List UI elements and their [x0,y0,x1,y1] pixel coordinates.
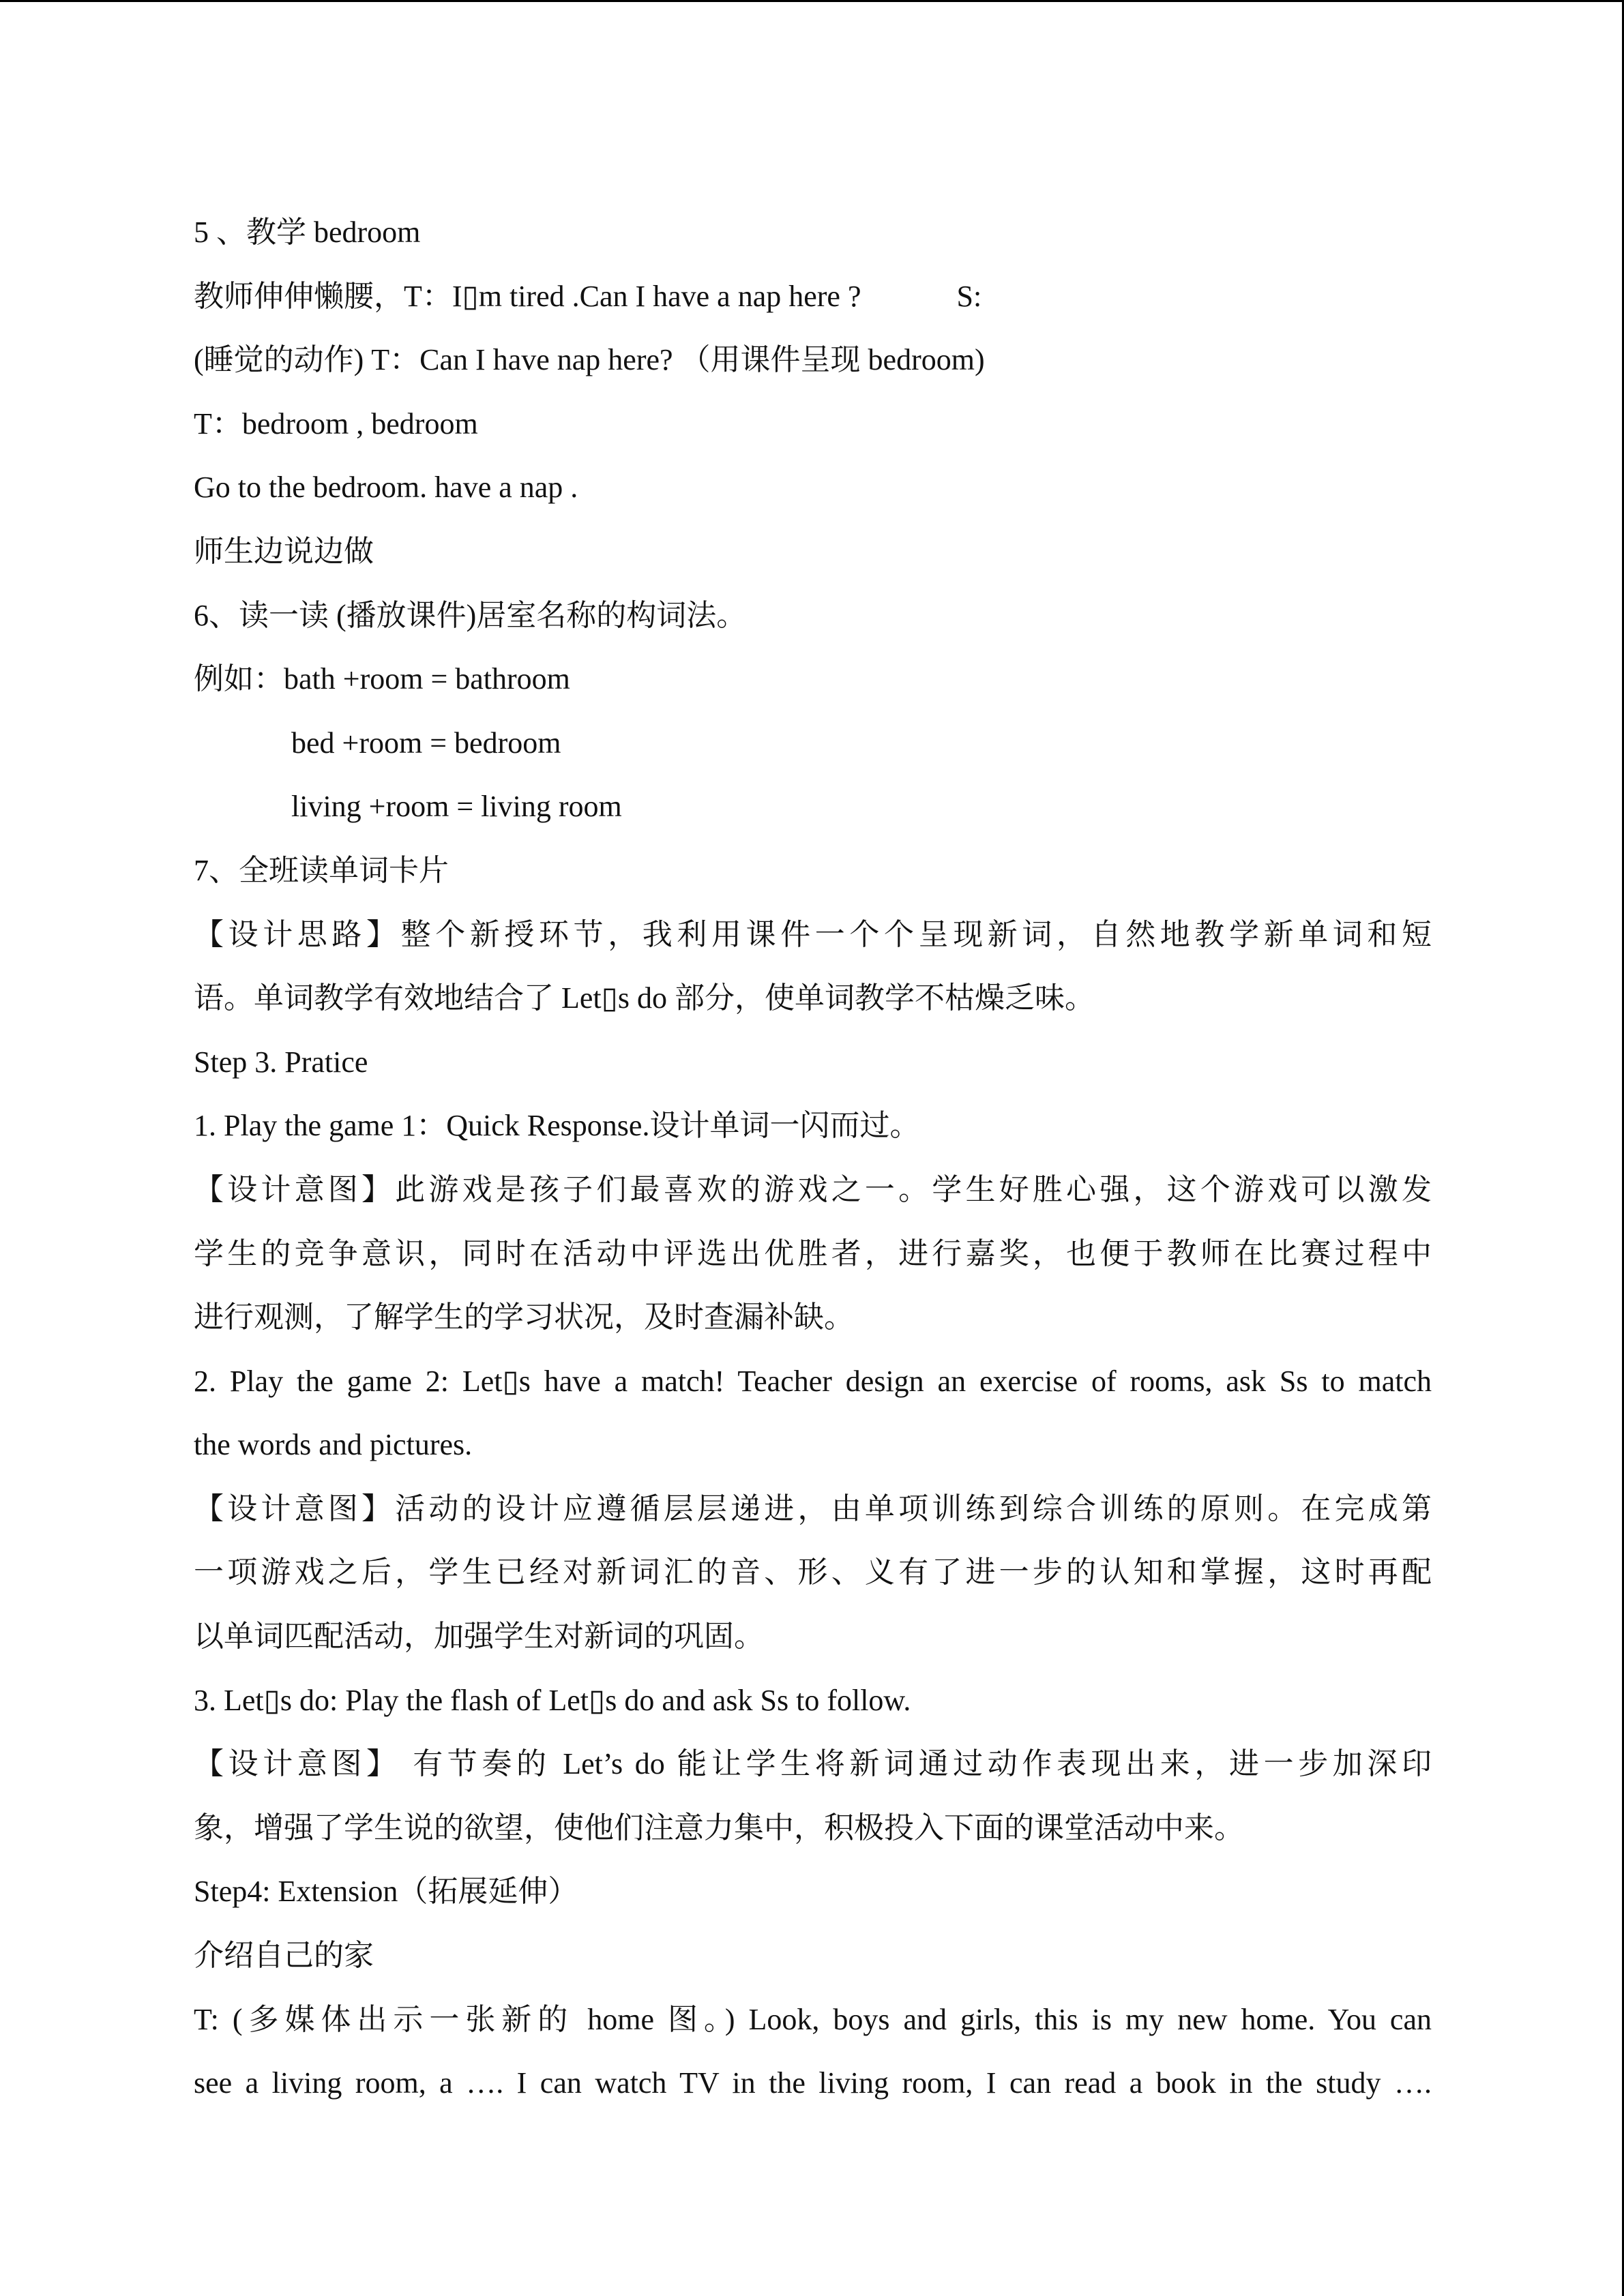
paragraph-line: 1. Play the game 1：Quick Response.设计单词一闪而过。 [194,1109,920,1143]
paragraph-line: see a living room, a …. I can watch TV in the living room, I can read a book in the study …. [194,2066,1432,2100]
paragraph-line: 一项游戏之后，学生已经对新词汇的音、形、义有了进一步的认知和掌握，这时再配 [194,1555,1432,1590]
example-line: bed +room = bedroom [291,726,561,760]
paragraph-line: 【设计思路】整个新授环节，我利用课件一个个呈现新词，自然地教学新单词和短 [194,917,1432,951]
paragraph-line: (睡觉的动作) T：Can I have nap here? （用课件呈现 bedroom) [194,343,985,377]
paragraph-line: 进行观测，了解学生的学习状况，及时查漏补缺。 [194,1300,854,1335]
teacher-line: 教师伸伸懒腰，T：I▯m tired .Can I have a nap here ? [194,279,861,313]
paragraph-line: T：bedroom , bedroom [194,406,478,441]
paragraph-line: 【设计意图】此游戏是孩子们最喜欢的游戏之一。学生好胜心强，这个游戏可以激发 [194,1172,1432,1206]
paragraph-line: 学生的竞争意识，同时在活动中评选出优胜者，进行嘉奖，也便于教师在比赛过程中 [194,1236,1432,1270]
heading-word-cards: 7、全班读单词卡片 [194,853,449,887]
paragraph-line: 3. Let▯s do: Play the flash of Let▯s do and ask Ss to follow. [194,1683,911,1717]
paragraph-line: 【设计意图】 有节奏的 Let’s do 能让学生将新词通过动作表现出来，进一步加深印 [194,1747,1432,1781]
paragraph-line: T: (多媒体出示一张新的 home 图。) Look, boys and girls, this is my new home. You can [194,2002,1432,2036]
example-line: 例如：bath +room = bathroom [194,662,570,696]
paragraph-line: 2. Play the game 2: Let▯s have a match! Teacher design an exercise of rooms, ask Ss to match [194,1364,1432,1398]
paragraph-line [194,265,1432,329]
heading-step-4: Step4: Extension（拓展延伸） [194,1875,578,1909]
paragraph-line: 介绍自己的家 [194,1939,374,1973]
example-line: living +room = living room [291,790,622,824]
student-label: S: [956,279,982,313]
paragraph-line: 师生边说边做 [194,534,374,568]
paragraph-line: 象，增强了学生说的欲望，使他们注意力集中，积极投入下面的课堂活动中来。 [194,1810,1244,1845]
paragraph-line: 以单词匹配活动，加强学生对新词的巩固。 [194,1620,764,1654]
document-body [194,200,1432,2115]
paragraph-line: 语。单词教学有效地结合了 Let▯s do 部分，使单词教学不枯燥乏味。 [194,981,1095,1015]
heading-teach-bedroom: 5 、教学 bedroom [194,215,421,249]
page-border-top [0,0,1624,2]
paragraph-line: 【设计意图】活动的设计应遵循层层递进，由单项训练到综合训练的原则。在完成第 [194,1491,1432,1525]
heading-word-formation: 6、读一读 (播放课件)居室名称的构词法。 [194,598,747,632]
paragraph-line: Go to the bedroom. have a nap . [194,471,578,505]
heading-step-3: Step 3. Pratice [194,1045,368,1079]
paragraph-line: the words and pictures. [194,1428,473,1462]
